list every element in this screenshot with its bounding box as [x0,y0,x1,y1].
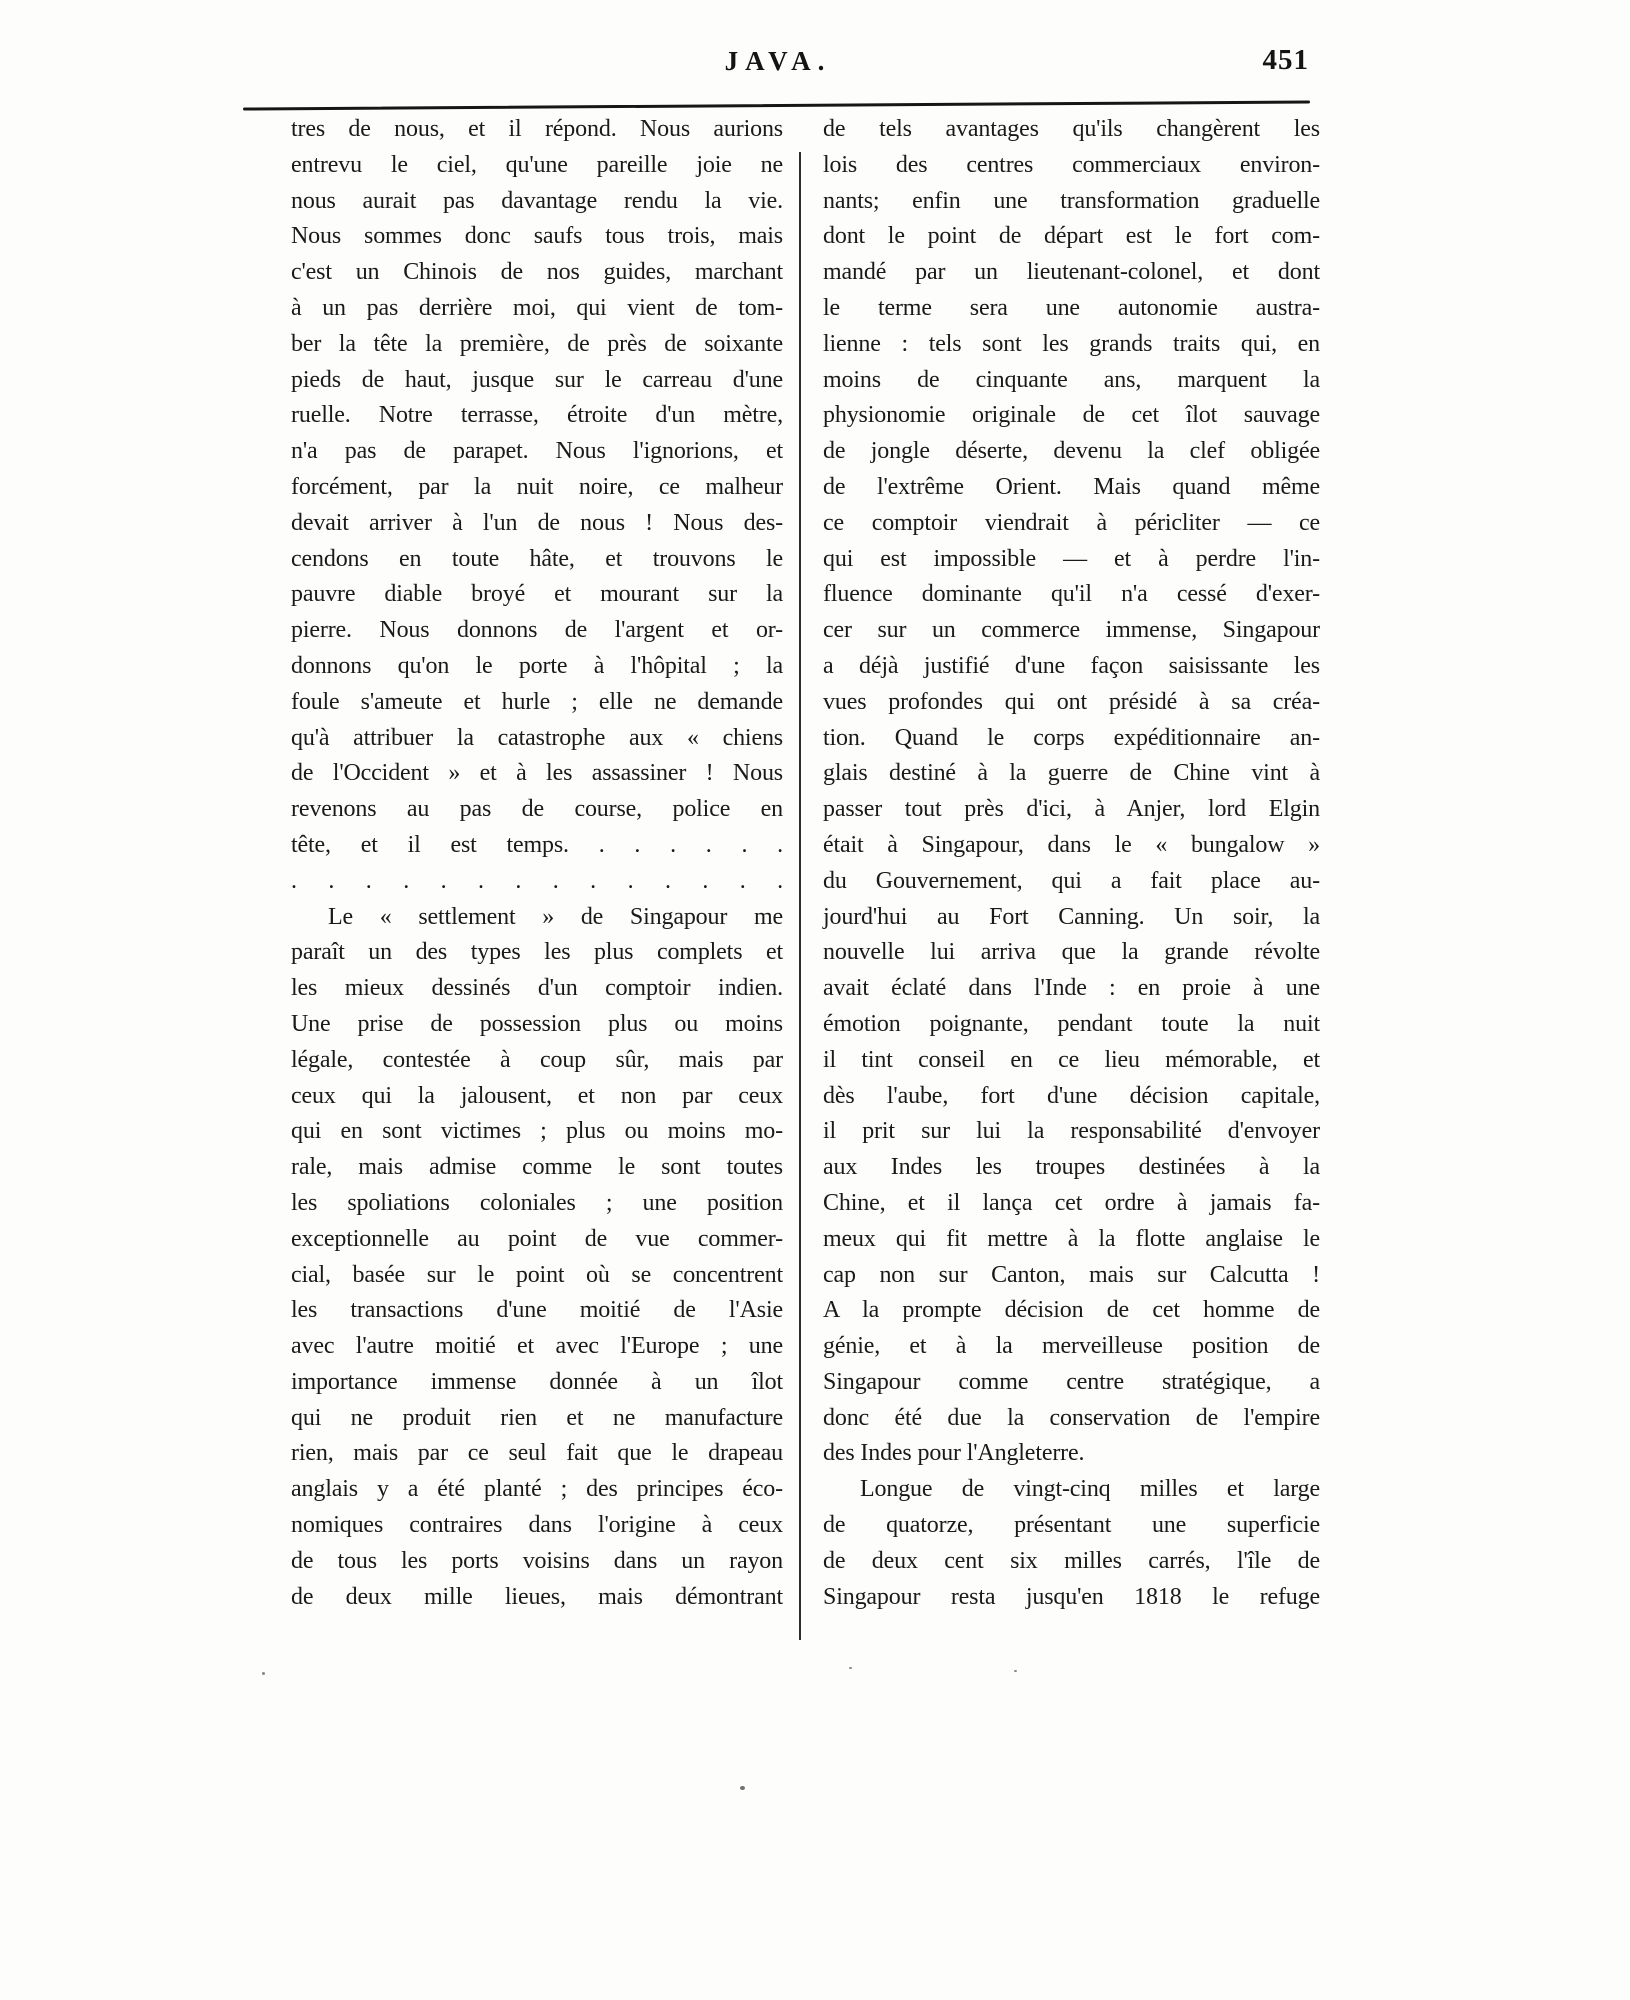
text-line: paraît un des types les plus complets et [291,939,783,966]
text-line: Chine, et il lança cet ordre à jamais fa- [823,1189,1320,1216]
scan-speck [262,1672,265,1675]
text-line: A la prompte décision de cet homme de [823,1297,1320,1324]
running-head [245,46,1311,86]
text-line: Le « settlement » de Singapour me [328,903,783,930]
text-line: émotion poignante, pendant toute la nuit [823,1010,1320,1037]
text-line: pauvre diable broyé et mourant sur la [291,581,783,608]
text-line: cial, basée sur le point où se concentrent [291,1261,783,1288]
text-line: forcément, par la nuit noire, ce malheur [291,473,783,500]
text-line: à un pas derrière moi, qui vient de tom- [291,294,783,321]
scan-speck [849,1667,852,1669]
text-line: les spoliations coloniales ; une position [291,1189,783,1216]
scan-speck [740,1786,745,1790]
text-line: les transactions d'une moitié de l'Asie [291,1297,783,1324]
text-line: Singapour comme centre stratégique, a [823,1368,1320,1395]
text-line: revenons au pas de course, police en [291,796,783,823]
text-line: passer tout près d'ici, à Anjer, lord Elgin [823,796,1320,823]
text-line: anglais y a été planté ; des principes éco- [291,1476,783,1503]
text-line: les mieux dessinés d'un comptoir indien. [291,975,783,1002]
text-line: de l'Occident » et à les assassiner ! Nous [291,760,783,787]
text-line: qui ne produit rien et ne manufacture [291,1404,783,1431]
text-line: était à Singapour, dans le « bungalow » [823,831,1320,858]
text-line: aux Indes les troupes destinées à la [823,1154,1320,1181]
header-rule [243,100,1310,110]
text-line: ce comptoir viendrait à péricliter — ce [823,509,1320,536]
page-title: JAVA. [724,46,832,76]
text-line: donnons qu'on le porte à l'hôpital ; la [291,652,783,679]
text-line: de l'extrême Orient. Mais quand même [823,473,1320,500]
text-line: de deux mille lieues, mais démontrant [291,1583,783,1610]
text-line: de jongle déserte, devenu la clef obligée [823,438,1320,465]
text-line: nouvelle lui arriva que la grande révolte [823,939,1320,966]
text-line: des Indes pour l'Angleterre. [823,1440,1085,1467]
text-line: tres de nous, et il répond. Nous aurions [291,116,783,142]
text-line: devait arriver à l'un de nous ! Nous des- [291,509,783,536]
text-line: n'a pas de parapet. Nous l'ignorions, et [291,438,783,465]
text-line: de tels avantages qu'ils changèrent les [823,116,1320,142]
text-line: tion. Quand le corps expéditionnaire an- [823,724,1320,751]
text-line: il tint conseil en ce lieu mémorable, et [823,1046,1320,1073]
text-line: pieds de haut, jusque sur le carreau d'une [291,366,783,393]
text-line: ceux qui la jalousent, et non par ceux [291,1082,783,1109]
text-line: . . . . . . . . . . . . . . [291,867,783,894]
text-line: avec l'autre moitié et avec l'Europe ; une [291,1333,783,1360]
text-line: donc été due la conservation de l'empire [823,1404,1320,1431]
text-column-right [823,112,1320,1615]
text-line: nants; enfin une transformation graduelle [823,187,1320,214]
text-line: Nous sommes donc saufs tous trois, mais [291,223,783,250]
text-line: légale, contestée à coup sûr, mais par [291,1046,783,1073]
text-line: il prit sur lui la responsabilité d'envoyer [823,1118,1320,1145]
text-line: de quatorze, présentant une superficie [823,1512,1320,1539]
text-line: vues profondes qui ont présidé à sa créa- [823,688,1320,715]
text-line: qui est impossible — et à perdre l'in- [823,545,1320,572]
text-line: foule s'ameute et hurle ; elle ne demande [291,688,783,715]
text-line: du Gouvernement, qui a fait place au- [823,867,1320,894]
text-line: entrevu le ciel, qu'une pareille joie ne [291,151,783,178]
text-line: a déjà justifié d'une façon saisissante les [823,652,1320,679]
text-line: jourd'hui au Fort Canning. Un soir, la [823,903,1320,930]
text-line: dont le point de départ est le fort com- [823,223,1320,250]
text-line: fluence dominante qu'il n'a cessé d'exer- [823,581,1320,608]
text-line: lois des centres commerciaux environ- [823,151,1320,178]
text-line: physionomie originale de cet îlot sauvage [823,402,1320,429]
text-line: tête, et il est temps. . . . . . . [291,831,783,858]
text-line: meux qui fit mettre à la flotte anglaise le [823,1225,1320,1252]
text-line: Une prise de possession plus ou moins [291,1010,783,1037]
text-line: pierre. Nous donnons de l'argent et or- [291,617,783,644]
text-line: moins de cinquante ans, marquent la [823,366,1320,393]
text-line: glais destiné à la guerre de Chine vint à [823,760,1320,787]
text-line: génie, et à la merveilleuse position de [823,1333,1320,1360]
text-line: cap non sur Canton, mais sur Calcutta ! [823,1261,1320,1288]
text-line: cendons en toute hâte, et trouvons le [291,545,783,572]
text-line: ruelle. Notre terrasse, étroite d'un mètre, [291,402,783,429]
text-column-left [291,112,783,1615]
text-line: cer sur un commerce immense, Singapour [823,617,1320,644]
column-divider [799,152,801,1640]
text-line: lienne : tels sont les grands traits qui, en [823,330,1320,357]
text-line: importance immense donnée à un îlot [291,1368,783,1395]
text-line: exceptionnelle au point de vue commer- [291,1225,783,1252]
text-line: rale, mais admise comme le sont toutes [291,1154,783,1181]
text-line: nomiques contraires dans l'origine à ceux [291,1512,783,1539]
text-line: c'est un Chinois de nos guides, marchant [291,259,783,286]
scan-speck [1014,1670,1017,1672]
text-line: avait éclaté dans l'Inde : en proie à une [823,975,1320,1002]
text-line: ber la tête la première, de près de soixante [291,330,783,357]
page-number: 451 [1262,44,1309,76]
text-line: Longue de vingt-cinq milles et large [860,1476,1320,1503]
text-line: de tous les ports voisins dans un rayon [291,1547,783,1574]
text-line: mandé par un lieutenant-colonel, et dont [823,259,1320,286]
text-line: le terme sera une autonomie austra- [823,294,1320,321]
text-line: dès l'aube, fort d'une décision capitale, [823,1082,1320,1109]
text-line: qui en sont victimes ; plus ou moins mo- [291,1118,783,1145]
text-line: Singapour resta jusqu'en 1818 le refuge [823,1583,1320,1610]
text-line: qu'à attribuer la catastrophe aux « chiens [291,724,783,751]
text-line: nous aurait pas davantage rendu la vie. [291,187,783,214]
text-line: de deux cent six milles carrés, l'île de [823,1547,1320,1574]
text-line: rien, mais par ce seul fait que le drapeau [291,1440,783,1467]
